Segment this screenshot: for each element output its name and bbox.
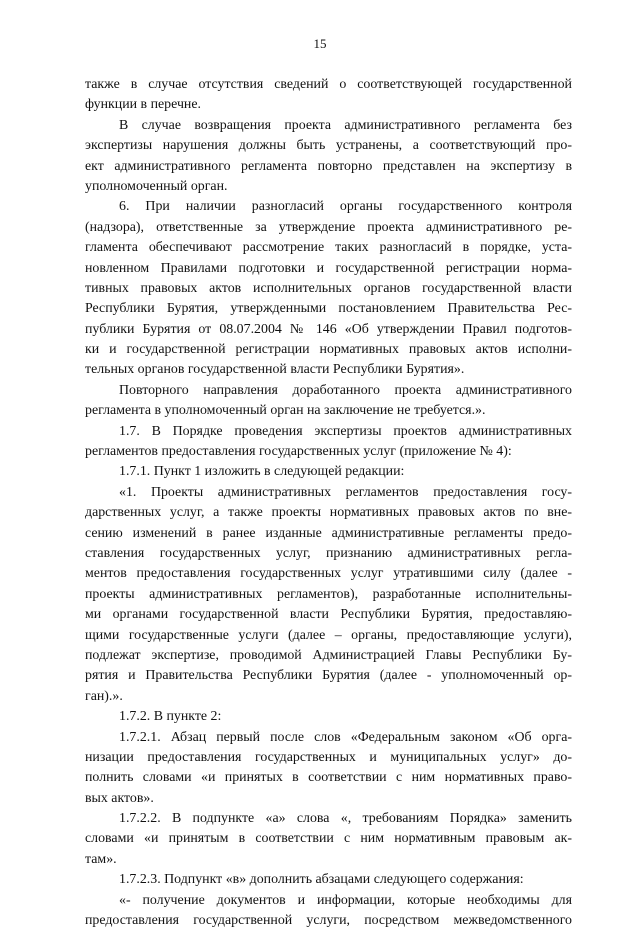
text-line: публики Бурятия от 08.07.2004 № 146 «Об утверждении Правил подготов- (85, 321, 572, 337)
text-line: ставления государственных услуг, признанию административных регла- (85, 545, 572, 561)
text-line: В случае возвращения проекта административного регламента без (119, 117, 572, 133)
text-line: сению изменений в ранее изданные административные регламенты предо- (85, 525, 572, 541)
text-line: ментов предоставления государственных услуг утратившими силу (далее - (85, 566, 572, 582)
text-line: экспертизы нарушения должны быть устранены, а соответствующий про- (85, 138, 572, 154)
text-line: 1.7.2. В пункте 2: (119, 709, 222, 725)
text-line: 1.7.2.3. Подпункт «в» дополнить абзацами следующего содержания: (119, 872, 524, 888)
text-line: гламента обеспечивают рассмотрение таких разногласий в порядке, уста- (85, 240, 572, 256)
text-line: 1.7.2.2. В подпункте «а» слова «, требованиям Порядка» заменить (119, 811, 572, 827)
text-line: тельных органов государственной власти Республики Бурятия». (85, 362, 465, 378)
text-line: 1.7.1. Пункт 1 изложить в следующей редакции: (119, 464, 405, 480)
text-line: полнить словами «и принятых в соответствии с ним нормативных право- (85, 770, 572, 786)
text-line: подлежат экспертизе, проводимой Администрацией Главы Республики Бу- (85, 647, 572, 663)
text-line: низации предоставления государственных и муниципальных услуг» до- (85, 749, 572, 765)
text-line: регламентов предоставления государственных услуг (приложение № 4): (85, 444, 512, 460)
text-line: щими государственные услуги (далее – органы, предоставляющие услуги), (85, 627, 572, 643)
text-line: ган).». (85, 688, 123, 704)
text-line: рятия и Правительства Республики Бурятия (далее - уполномоченный ор- (85, 668, 572, 684)
text-line: ки и государственной регистрации нормативных правовых актов исполни- (85, 342, 572, 358)
page-number: 15 (313, 36, 327, 51)
text-line: ект административного регламента повторно представлен на экспертизу в (85, 158, 572, 174)
text-line: дарственных услуг, а также проекты нормативных правовых актов по вне- (85, 505, 572, 521)
text-line: новленном Правилами подготовки и государственной регистрации норма- (85, 260, 572, 276)
text-line: вых актов». (85, 790, 154, 806)
text-line: тивных правовых актов исполнительных органов государственной власти (85, 280, 572, 296)
text-line: «- получение документов и информации, которые необходимы для (119, 892, 572, 908)
text-line: словами «и принятым в соответствии с ним нормативным правовым ак- (85, 831, 572, 847)
text-line: также в случае отсутствия сведений о соответствующей государственной (85, 77, 572, 92)
text-line: там». (85, 851, 117, 867)
text-line: «1. Проекты административных регламентов предоставления госу- (119, 484, 572, 500)
text-line: Республики Бурятия, утвержденными постановлением Правительства Рес- (85, 301, 572, 317)
document-body (85, 75, 572, 931)
text-line: (надзора), ответственные за утверждение проекта административного ре- (85, 219, 572, 235)
text-line: регламента в уполномоченный орган на заключение не требуется.». (85, 403, 486, 419)
text-line: 1.7.2.1. Абзац первый после слов «Федеральным законом «Об орга- (119, 729, 572, 745)
text-line: уполномоченный орган. (85, 178, 228, 194)
text-line: предоставления государственной услуги, посредством межведомственного (85, 913, 572, 929)
text-line: Повторного направления доработанного проекта административного (119, 382, 572, 398)
text-line: проекты административных регламентов), разработанные исполнительны- (85, 586, 572, 602)
text-line: 1.7. В Порядке проведения экспертизы проектов административных (119, 423, 572, 439)
text-line: функции в перечне. (85, 97, 202, 113)
text-line: 6. При наличии разногласий органы государственного контроля (119, 199, 572, 215)
text-line: ми органами государственной власти Республики Бурятия, предоставляю- (85, 607, 572, 623)
